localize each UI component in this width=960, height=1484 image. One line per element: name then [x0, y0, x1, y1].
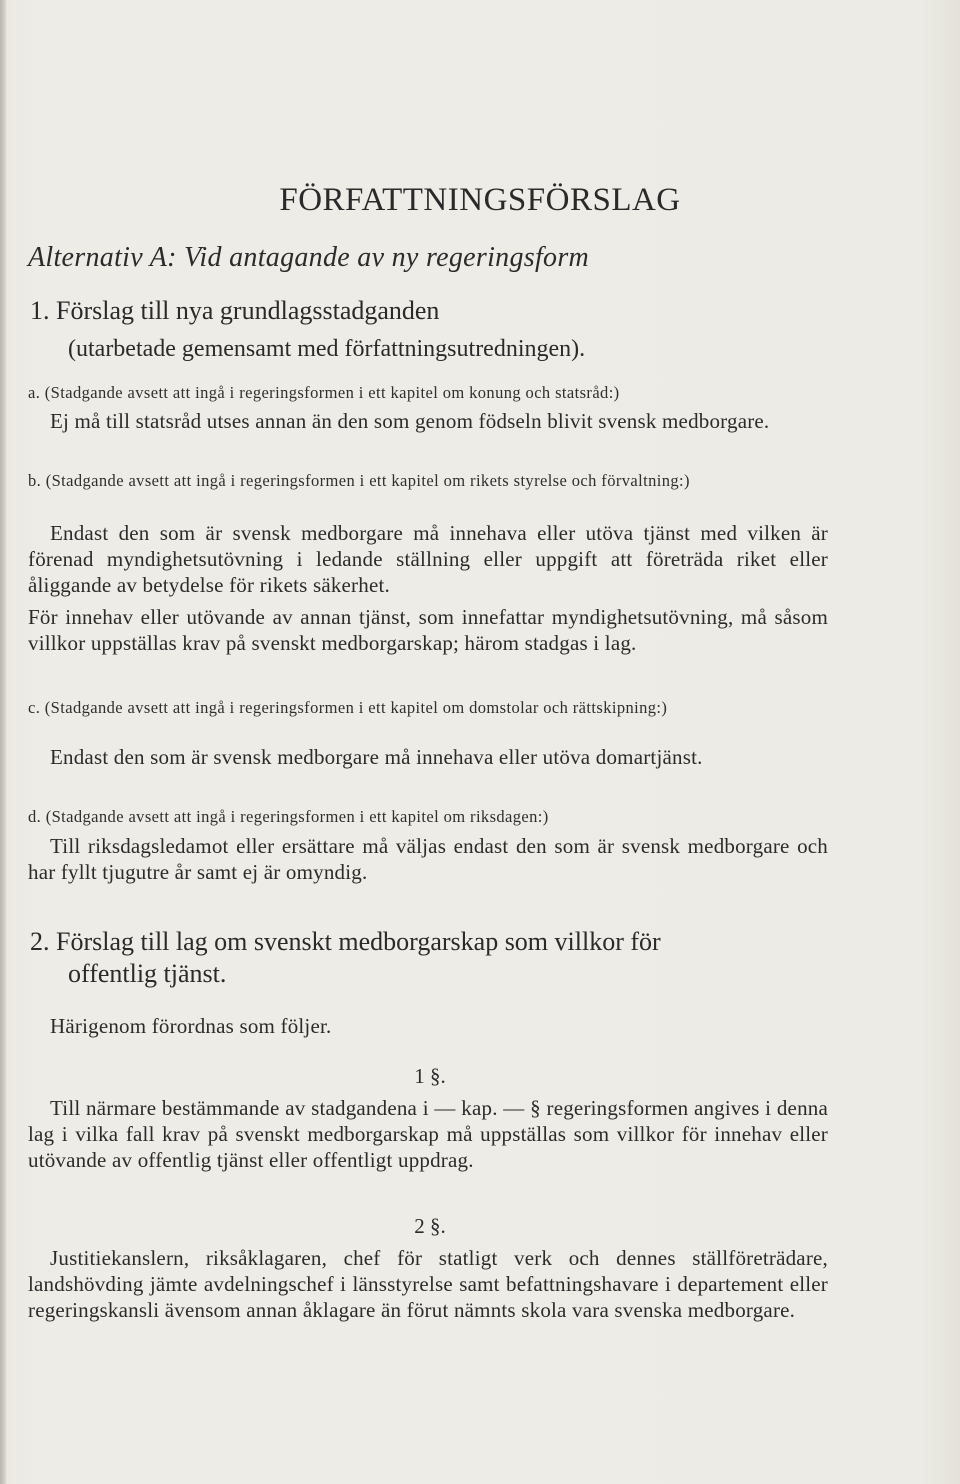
- section-2-heading: [30, 926, 830, 990]
- section-2-heading-line-1: 2. Förslag till lag om svenskt medborgarskap som villkor för: [30, 927, 661, 956]
- section-2-intro: Härigenom förordnas som följer.: [50, 1014, 332, 1038]
- section-1-heading: 1. Förslag till nya grundlagsstadganden: [30, 296, 440, 325]
- item-c-text: Endast den som är svensk medborgare må innehava eller utöva domartjänst.: [50, 745, 703, 769]
- section-1-subheading: (utarbetade gemensamt med författningsutredningen).: [68, 336, 586, 362]
- page-edge-shadow: [0, 0, 6, 1484]
- item-b-text-2: För innehav eller utövande av annan tjänst, som innefattar myndighetsutövning, må såsom villkor uppställas krav på svenskt medborgarskap; härom stadgas i lag.: [28, 605, 828, 655]
- item-d-note: d. (Stadgande avsett att ingå i regeringsformen i ett kapitel om riksdagen:): [28, 807, 549, 826]
- alternative-heading: Alternativ A: Vid antagande av ny regeringsform: [28, 242, 590, 273]
- paragraph-1-label: 1 §.: [414, 1064, 446, 1088]
- paragraph-1-text: Till närmare bestämmande av stadgandena i — kap. — § regeringsformen angives i denna lag i vilka fall krav på svenskt medborgarskap må uppställas som villkor för innehav eller utövande av offentlig tjänst eller offentligt uppdrag.: [28, 1096, 828, 1172]
- paragraph-2-label: 2 §.: [414, 1214, 446, 1238]
- document-title: FÖRFATTNINGSFÖRSLAG: [279, 182, 681, 218]
- item-a-note: a. (Stadgande avsett att ingå i regeringsformen i ett kapitel om konung och statsråd:): [28, 383, 620, 402]
- item-b-note: b. (Stadgande avsett att ingå i regeringsformen i ett kapitel om rikets styrelse och förvaltning:): [28, 471, 690, 490]
- item-a-text: Ej må till statsråd utses annan än den som genom födseln blivit svensk medborgare.: [50, 409, 770, 433]
- paragraph-2-text: Justitiekanslern, riksåklagaren, chef för statligt verk och dennes ställföreträdare, landshövding jämte avdelningschef i länsstyrelse samt befattningshavare i departement eller regeringskansli ävensom annan åklagare än förut nämnts skola vara svenska medborgare.: [28, 1246, 828, 1322]
- section-2-heading-line-2: offentlig tjänst.: [68, 959, 227, 988]
- item-c-note: c. (Stadgande avsett att ingå i regeringsformen i ett kapitel om domstolar och rättskipning:): [28, 698, 668, 717]
- item-b-text-1: Endast den som är svensk medborgare må innehava eller utöva tjänst med vilken är förenad myndighetsutövning i ledande ställning eller uppgift att företräda riket eller åliggande av betydelse för rikets säkerhet.: [28, 521, 828, 597]
- item-d-text: Till riksdagsledamot eller ersättare må väljas endast den som är svensk medborgare och har fyllt tjugutre år samt ej är omyndig.: [28, 834, 828, 884]
